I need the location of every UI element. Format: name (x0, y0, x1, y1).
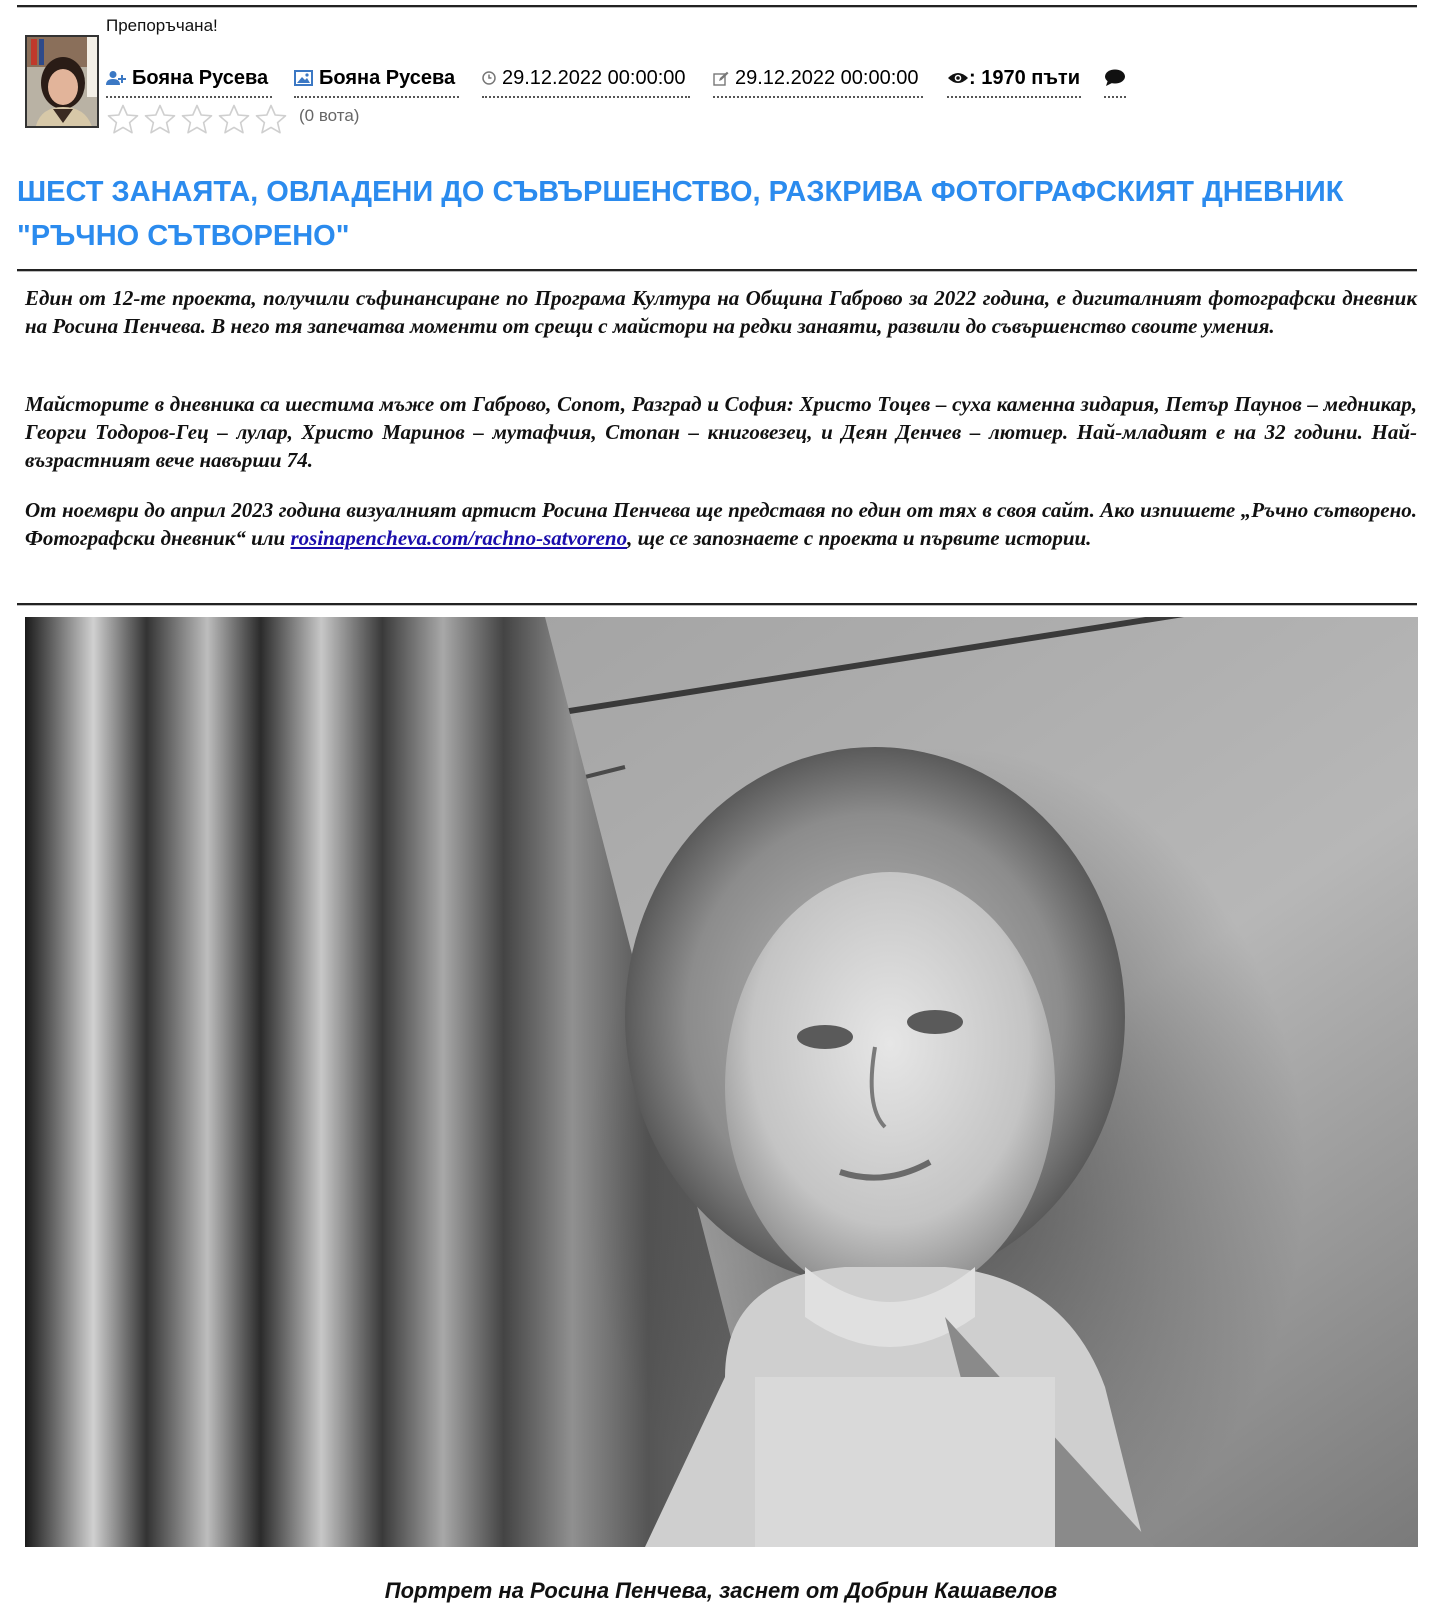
author-name: Бояна Русева (132, 66, 269, 89)
photo-caption: Портрет на Росина Пенчева, заснет от Добрин Кашавелов (384, 1578, 1058, 1603)
article-paragraph-1: Един от 12-те проекта, получили съфинансиране по Програма Култура на Община Габрово за 2022 година, е дигиталният фотографски дневник на Росина Пенчева. В него тя запечатва моменти от срещи с майстори на редки занаяти, развили до съвършенство своите умения. (25, 286, 1417, 338)
project-site-link[interactable]: rosinapencheva.com/rachno-satvoreno (290, 526, 628, 550)
photo-author-link[interactable] (294, 60, 459, 98)
edited-date (713, 60, 923, 98)
published-date (482, 60, 690, 98)
star-icon[interactable] (255, 104, 287, 140)
article-title: ШЕСТ ЗАНАЯТА, ОВЛАДЕНИ ДО СЪВЪРШЕНСТВО, РАЗКРИВА ФОТОГРАФСКИЯТ ДНЕВНИК "РЪЧНО СЪТВОРЕНО" (17, 176, 1344, 252)
eye-icon (947, 71, 969, 85)
rating-stars[interactable] (107, 104, 287, 140)
image-icon (294, 70, 313, 86)
portrait-photo (25, 617, 1418, 1547)
star-icon[interactable] (181, 104, 213, 140)
article-paragraph-2: Майсторите в дневника са шестима мъже от Габрово, Сопот, Разград и София: Христо Тоцев – суха каменна зидария, Петър Паунов – медникар, Георги Тодоров-Гец – лулар, Христо Маринов – мутафчия, Стопан – книговезец, и Деян Денчев – лютиер. Най-младият е на 32 години. Най-възрастният вече навърши 74. (25, 392, 1417, 472)
comments-link[interactable] (1104, 60, 1126, 98)
edited-date-value: 29.12.2022 00:00:00 (735, 66, 919, 89)
star-icon[interactable] (107, 104, 139, 140)
star-icon[interactable] (218, 104, 250, 140)
edit-icon (713, 71, 729, 86)
view-count (947, 60, 1081, 98)
comment-icon (1104, 69, 1126, 87)
title-divider (17, 269, 1417, 271)
star-icon[interactable] (144, 104, 176, 140)
author-link[interactable] (106, 60, 272, 98)
top-divider (17, 5, 1417, 7)
photo-author-name: Бояна Русева (319, 66, 456, 89)
clock-icon (482, 71, 496, 85)
author-avatar[interactable] (25, 35, 99, 128)
body-divider (17, 603, 1417, 605)
recommended-label: Препоръчана! (106, 16, 218, 35)
article-paragraph-3 (25, 496, 1417, 552)
view-count-value: : 1970 пъти (969, 66, 1081, 89)
paragraph-3-text-before: От ноември до април 2023 година визуалният артист Росина Пенчева ще представя по един от тях в своя сайт. Ако изпишете „Ръчно сътворено. Фотографски дневник“ или (25, 498, 1417, 550)
paragraph-3-text-after: , ще се запознаете с проекта и първите истории. (627, 526, 1092, 550)
user-plus-icon (106, 70, 126, 86)
votes-count: (0 вота) (299, 106, 360, 125)
published-date-value: 29.12.2022 00:00:00 (502, 66, 686, 89)
